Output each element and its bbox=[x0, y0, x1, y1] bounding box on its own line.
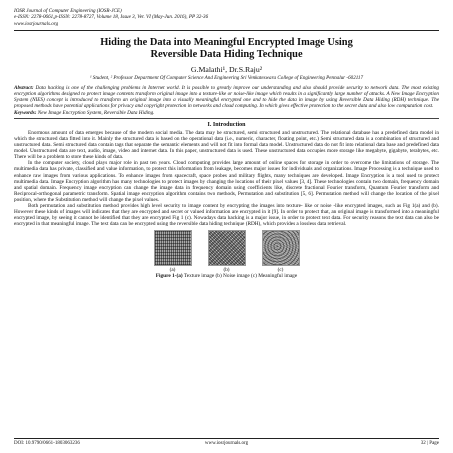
texture-image bbox=[154, 230, 192, 266]
figure-caption bbox=[14, 273, 439, 279]
authors: G.Malathi¹, Dr.S.Raju² bbox=[190, 64, 263, 74]
paragraph: Enormous amount of data emerges because of the modern social media. The data may be structured, semi structured and unstructured. The relational database has a predefined data model in which the structured data fitted into it. Mainly the structured data is based on the operational data (i.e., numeric, character, floating point, etc.) Semi structured data is a combination of structured and unstructured data. Semi structured data contain tags that separate the semantic elements and will not fit into formal data model. Unstructured data do not fit into relational data base and predefined data model. Unstructured data are text, audio, image, video and internet data. In this paper, unstructured data is used. These unstructured data occupies more storage like megabyte, gigabyte, terabytes, etc. There will be a problem to store these kinds of data. bbox=[14, 129, 439, 161]
keywords-label: Keywords: bbox=[14, 109, 37, 116]
paper-title bbox=[14, 37, 439, 61]
title-line-2: Reversible Data Hiding Technique bbox=[150, 49, 303, 61]
page-footer bbox=[14, 438, 439, 447]
meaningful-image bbox=[262, 230, 300, 266]
journal-website[interactable]: www.iosrjournals.org bbox=[14, 20, 59, 27]
body-text bbox=[14, 130, 439, 228]
abstract-text: Data hacking is one of the challenging problems in Internet world. It is possible to greatly improve our understanding and also should provide security to network data. The most existing encryption algorithms designed to protect image contents transform original image into a texture-like or noise-like image which results in a significantly large number of attacks. A New Image Encryption System (NIES) concept is introduced to transform an original image into a visually meaningful encrypted one and to hide the data in image by using Reversible Data Hiding (RDH) technique. The proposed methods have potential applications for privacy and copyright protection in networks and cloud computing. In which gives effective protection to the secret data and also low computation cost. bbox=[14, 84, 440, 110]
footer-site[interactable]: www.iosrjournals.org bbox=[204, 441, 249, 446]
figure-label-a: (a) bbox=[169, 267, 176, 274]
affiliation: ¹ Student, ² Professor Department Of Computer Science And Engineering Sri Venkateswara College of Engineering Pennalur -602117 bbox=[89, 74, 364, 81]
journal-name: IOSR Journal of Computer Engineering (IOSR-JCE) bbox=[14, 8, 122, 14]
abstract-divider bbox=[14, 118, 439, 119]
figure-label-c: (c) bbox=[277, 267, 284, 274]
paragraph: Both permutation and substitution method provides high level security to image content by encrypting the images into texture- like or noise -like encrypted images, such as Fig 1(a) and (b). However these kinds of images will indicates that they are encrypted and secret or valued information are encrypted in it [9]. In order to protect that, an original image is transformed into a meaningful encrypted image, by seeing it cannot be identified that they are encrypted Fig 1 (c). Nowadays data hacking is a major issue, in order to protect text data. For security reasons the text data can also be encrypted in that meaningful image. The text data can be encrypted using the reversible data hiding technique (RDH), which provides a lossless data retrieval. bbox=[14, 202, 439, 228]
abstract-label: Abstract: bbox=[14, 84, 34, 91]
abstract bbox=[14, 85, 439, 110]
footer-page-number: 32 | Page bbox=[420, 441, 440, 446]
paragraph: In the computer society, cloud plays major role in past ten years. Cloud computing provides large amount of online spaces for storage in order to overcome the limitations of storage. The multimedia data has private, classified and value information, to protect this information from leakage, becomes major issues for individuals and organizations. Image Processing is a technique used to enhance raw images from various applications. To enhance images from spacecraft, space probes and military flights, many techniques are developed. Image Encryption is a tool used to protect multimedia data. Image Encryption algorithm has many technologies to protect images by changing the locations of their pixel values [3, 4]. These technologies contain two domain, frequency domain and spatial domain. Frequency image encryption can change the image data in frequency domain using coefficients like, discrete fractional Fourier transform, Quantum Fourier transform and Reciprocal-orthogonal parametric transform. Spatial image encryption algorithm contains two methods, Permutation and substitution [5, 6]. Permutation method will change the location of the pixel position, where the Substitution method will change the pixel values. bbox=[14, 160, 439, 203]
keywords bbox=[14, 110, 439, 116]
header-divider bbox=[14, 30, 439, 31]
section-heading: I. Introduction bbox=[207, 121, 246, 128]
figure-label-b: (b) bbox=[223, 267, 230, 274]
journal-issn: e-ISSN: 2278-0661,p-ISSN: 2278-8727, Volume 18, Issue 3, Ver. VI (May-Jun. 2016), PP 32-36 bbox=[14, 14, 209, 21]
figure-images bbox=[14, 230, 439, 266]
figure-caption-text: Texture image (b) Noise image (c) Meaningful image bbox=[182, 273, 298, 280]
footer-doi[interactable]: DOI: 10.9790/0661-1803063236 bbox=[14, 441, 80, 446]
noise-image bbox=[208, 230, 246, 266]
journal-header bbox=[14, 8, 439, 27]
figure-caption-label: Figure 1-(a) bbox=[155, 273, 183, 280]
title-line-1: Hiding the Data into Meaningful Encrypted Image Using bbox=[100, 37, 353, 49]
keywords-text: New Image Encryption System, Reversible Data Hiding. bbox=[37, 109, 155, 116]
